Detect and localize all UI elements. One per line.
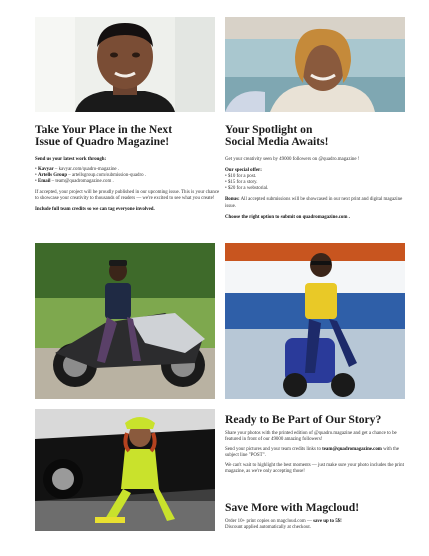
send-label: Send us your latest work through: xyxy=(35,157,107,162)
published-text: If accepted, your project will be proudly published in our upcoming issue. This is your chance to showcase your creativity to thousands of readers — we're excited to see what you create! xyxy=(35,190,220,202)
photo-man-motorcycle xyxy=(35,243,215,399)
send-text: Send your pictures and your team credits links to team@quadromagazine.com with the subject line "POST". xyxy=(225,447,400,459)
right-section-title xyxy=(225,124,410,148)
story-section-title: Ready to Be Part of Our Story? xyxy=(225,413,382,426)
channel-link-kavyar[interactable]: kavyar.com/quadro-magazine . xyxy=(58,167,120,173)
left-section-body xyxy=(35,157,220,213)
photo-woman-portrait xyxy=(225,17,405,112)
right-title-line2: Social Media Awaits! xyxy=(225,135,329,149)
offer-list xyxy=(225,174,405,192)
list-item: • Email – team@quadromagazine.com . xyxy=(35,179,114,185)
list-item: • Artells Group – artellsgroup.com/submission-quadro . xyxy=(35,173,146,179)
order-text: Order 10+ print copies on magcloud.com — save up to 5$! xyxy=(225,519,342,524)
list-item: • $15 for a story. xyxy=(225,180,258,186)
save-section-title: Save More with Magcloud! xyxy=(225,501,360,514)
left-title-line1: Take Your Place in the Next xyxy=(35,123,173,136)
list-item: • $10 for a post. xyxy=(225,174,257,180)
photo-woman-car xyxy=(35,409,215,531)
left-title-line2: Issue of Quadro Magazine! xyxy=(35,135,170,149)
intro-text: Get your creativity seen by 49000 followers on @quadro.magazine ! xyxy=(225,157,360,162)
bonus-text: Bonus: All accepted submissions will be showcased in our next print and digital magazine issue. xyxy=(225,197,403,209)
channel-link-email[interactable]: team@quadromagazine.com . xyxy=(55,179,114,185)
save-section-body xyxy=(225,519,405,531)
credits-text: Include full team credits so we can tag everyone involved. xyxy=(35,206,155,212)
right-title-line1: Your Spotlight on xyxy=(225,123,313,136)
list-item: • $20 for a webstorial. xyxy=(225,186,269,192)
offer-label: Our special offer: xyxy=(225,168,262,174)
discount-text: Discount applied automatically at checkout. xyxy=(225,525,311,531)
choose-text[interactable]: Choose the right option to submit on quadromagazine.com . xyxy=(225,214,350,220)
send-email-link[interactable]: team@quadromagazine.com xyxy=(322,447,382,453)
photo-boy-portrait xyxy=(35,17,215,112)
right-section-body xyxy=(225,157,405,221)
channel-list xyxy=(35,167,220,185)
left-section-title xyxy=(35,124,220,148)
wait-text: We can't wait to highlight the best moments — just make sure your photo includes the print magazine, as we're only accepting those! xyxy=(225,463,404,475)
channel-link-artells[interactable]: artellsgroup.com/submission-quadro . xyxy=(71,173,146,179)
share-text: Share your photos with the printed edition of @quadro.magazine and get a chance to be featured in front of our 49000 amazing followers! xyxy=(225,431,397,443)
story-section-body xyxy=(225,431,405,476)
photo-man-scooter xyxy=(225,243,405,399)
list-item: • Kavyar – kavyar.com/quadro-magazine . xyxy=(35,167,120,173)
